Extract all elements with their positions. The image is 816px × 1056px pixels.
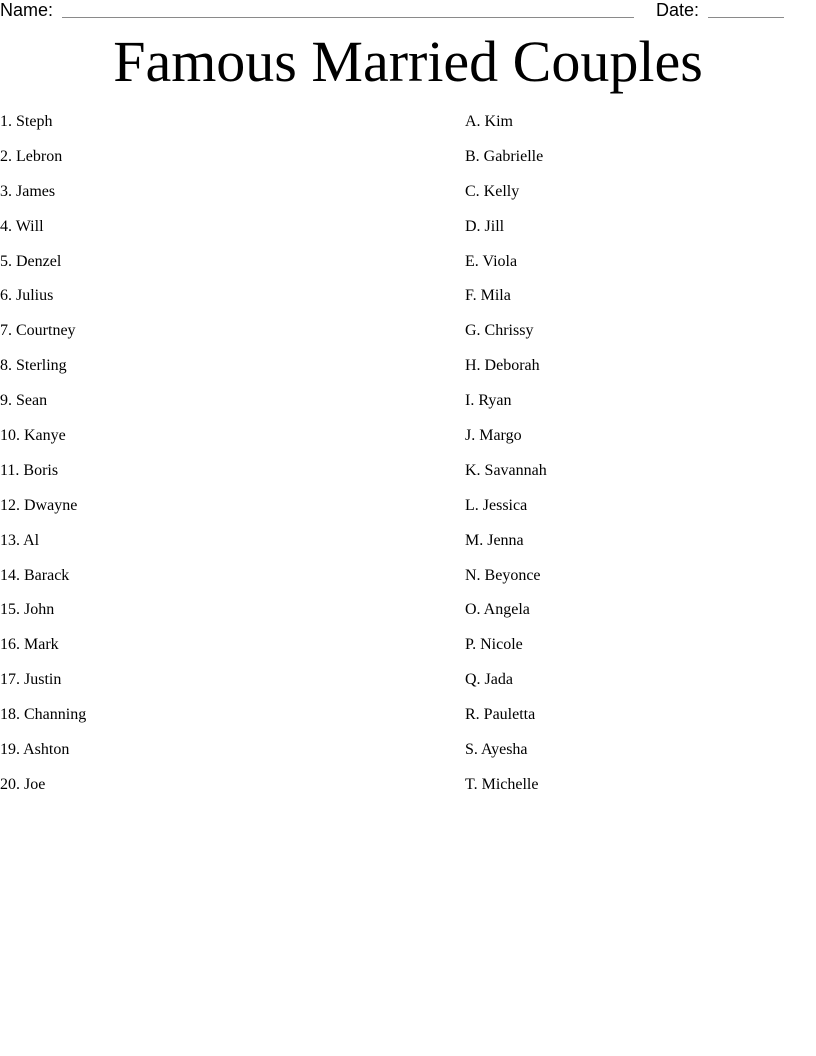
right-item: F. Mila bbox=[465, 287, 511, 305]
right-item: J. Margo bbox=[465, 427, 522, 445]
right-item: T. Michelle bbox=[465, 775, 539, 793]
left-item: 6. Julius bbox=[0, 287, 54, 305]
left-item: 14. Barack bbox=[0, 566, 70, 584]
left-item: 19. Ashton bbox=[0, 741, 70, 759]
worksheet-header bbox=[0, 0, 816, 24]
left-item: 20. Joe bbox=[0, 775, 46, 793]
right-item: M. Jenna bbox=[465, 531, 524, 549]
left-item: 13. Al bbox=[0, 531, 40, 549]
right-item: K. Savannah bbox=[465, 461, 547, 479]
right-item: Q. Jada bbox=[465, 671, 513, 689]
right-item: E. Viola bbox=[465, 252, 518, 270]
right-item: P. Nicole bbox=[465, 636, 523, 654]
left-item: 17. Justin bbox=[0, 671, 62, 689]
name-label: Name: bbox=[0, 0, 54, 20]
left-item: 10. Kanye bbox=[0, 427, 66, 445]
right-item: L. Jessica bbox=[465, 496, 528, 514]
left-item: 1. Steph bbox=[0, 113, 53, 130]
date-label: Date: bbox=[656, 0, 700, 20]
right-item: G. Chrissy bbox=[465, 322, 534, 340]
right-column-list bbox=[465, 112, 547, 810]
left-item: 12. Dwayne bbox=[0, 496, 78, 514]
left-item: 5. Denzel bbox=[0, 252, 62, 270]
left-item: 8. Sterling bbox=[0, 357, 67, 375]
left-column-list bbox=[0, 112, 86, 810]
left-item: 9. Sean bbox=[0, 392, 48, 410]
right-item: O. Angela bbox=[465, 601, 530, 619]
right-item: S. Ayesha bbox=[465, 741, 528, 759]
right-item: B. Gabrielle bbox=[465, 147, 544, 165]
right-item: R. Pauletta bbox=[465, 706, 536, 724]
left-item: 3. James bbox=[0, 182, 56, 200]
left-item: 16. Mark bbox=[0, 636, 59, 654]
right-item: I. Ryan bbox=[465, 392, 512, 410]
page-title: Famous Married Couples bbox=[113, 29, 703, 94]
left-item: 11. Boris bbox=[0, 461, 59, 479]
left-item: 15. John bbox=[0, 601, 55, 619]
right-item: H. Deborah bbox=[465, 357, 540, 375]
right-item: D. Jill bbox=[465, 217, 505, 235]
right-item: A. Kim bbox=[465, 113, 513, 130]
left-item: 2. Lebron bbox=[0, 147, 63, 165]
left-item: 7. Courtney bbox=[0, 322, 76, 340]
date-blank-line bbox=[708, 17, 784, 18]
right-item: C. Kelly bbox=[465, 182, 520, 200]
name-blank-line bbox=[62, 17, 634, 18]
left-item: 4. Will bbox=[0, 217, 44, 235]
right-item: N. Beyonce bbox=[465, 566, 541, 584]
left-item: 18. Channing bbox=[0, 706, 87, 724]
